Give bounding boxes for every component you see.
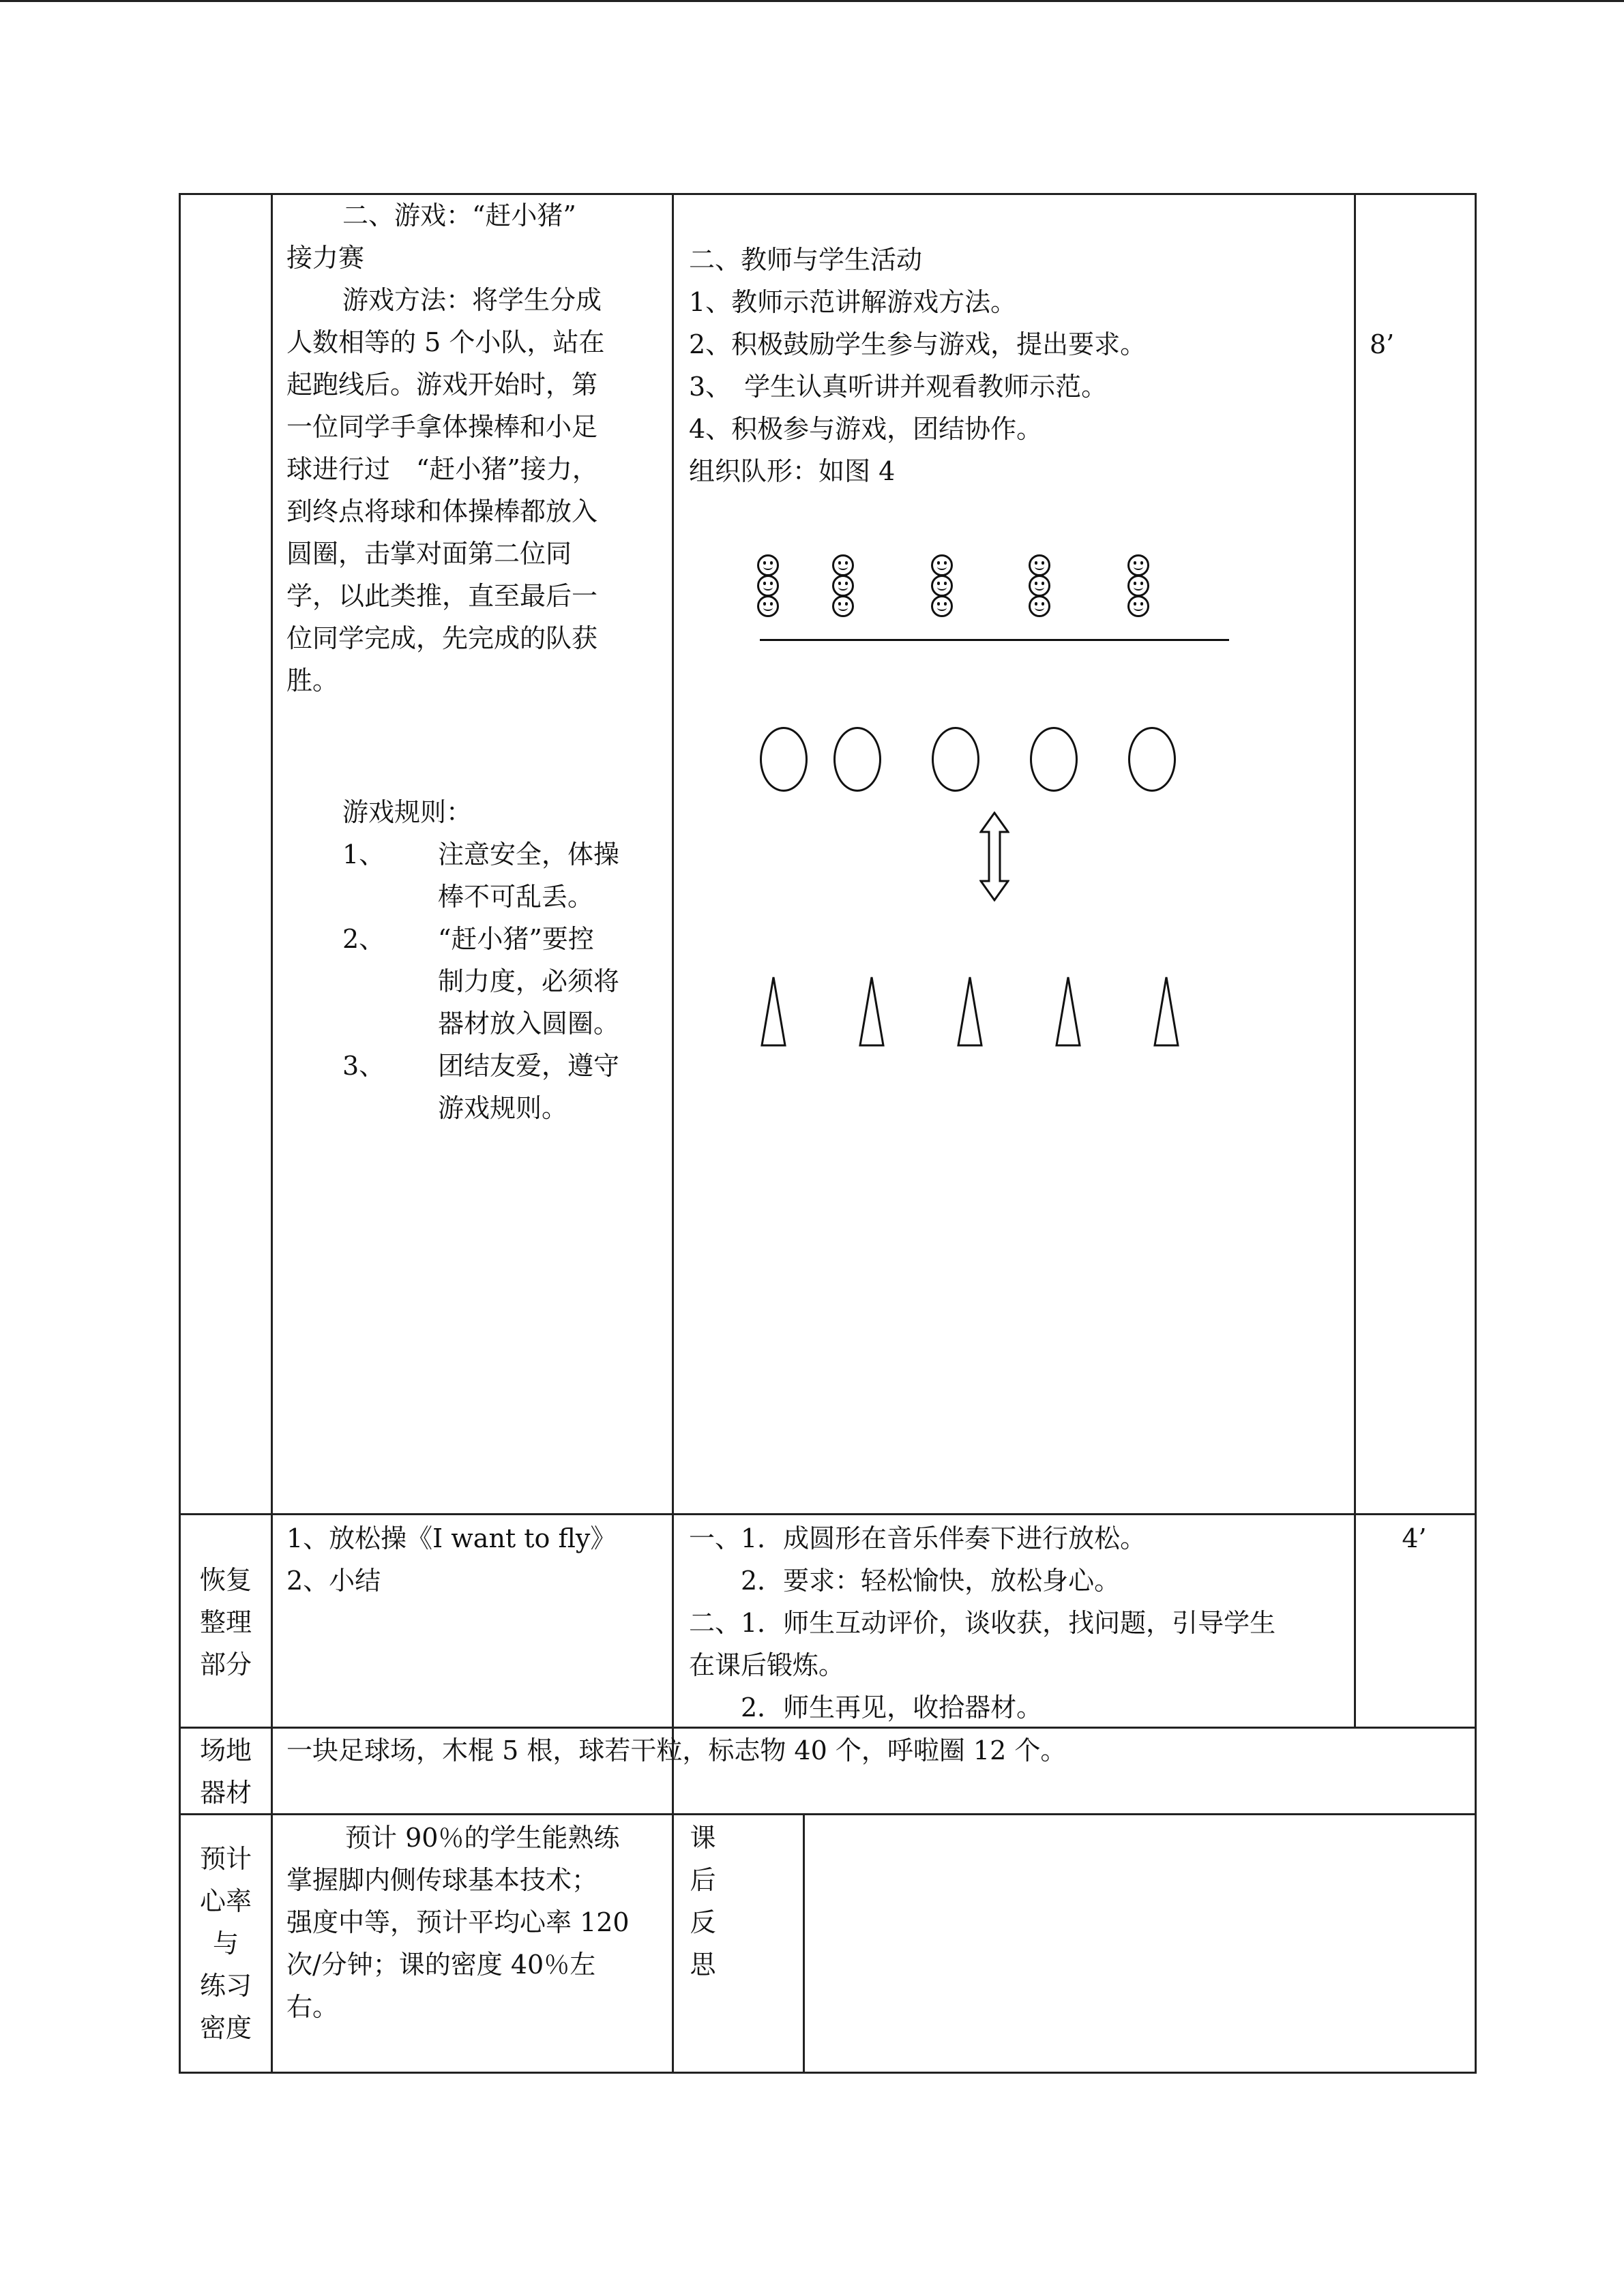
rule-number: 2、 [342,924,385,954]
reflection-label: 课 [690,1823,716,1853]
game-method-line: 游戏方法：将学生分成 [342,285,602,315]
rules-title: 游戏规则： [342,797,473,827]
cone-icon [760,975,787,1047]
game-method-line: 到终点将球和体操棒都放入 [286,496,598,526]
smiley-face-icon [1127,575,1149,597]
team-column [757,554,784,623]
rule-text: 注意安全，体操 [438,839,620,869]
recovery-content-line: 1、放松操《I want to fly》 [286,1523,617,1553]
col-divider-content [672,193,674,2072]
col-divider-label [271,193,273,2072]
team-column [931,554,958,623]
recovery-label: 部分 [199,1650,252,1680]
recovery-activity-line: 2．要求：轻松愉快，放松身心。 [689,1566,1121,1596]
game-time: 8’ [1370,329,1395,359]
rule-text: 制力度，必须将 [438,966,620,996]
hoop-ring [932,727,979,792]
team-column [1029,554,1056,623]
cone-icon [956,975,984,1047]
estimate-label: 心率 [199,1886,252,1916]
rule-text: “赶小猪”要控 [438,924,594,954]
game-method-line: 位同学完成，先完成的队获 [286,623,598,653]
venue-equipment-text: 一块足球场，木棍 5 根，球若干粒，标志物 40 个，呼啦圈 12 个。 [286,1735,1067,1765]
rule-text: 棒不可乱丢。 [438,882,594,912]
smiley-face-icon [832,575,854,597]
reflection-label: 思 [690,1950,716,1980]
smiley-face-icon [931,595,953,617]
smiley-face-icon [757,554,779,576]
team-column [1127,554,1155,623]
recovery-activity-line: 在课后锻炼。 [689,1650,845,1680]
recovery-label: 恢复 [199,1565,252,1595]
smiley-face-icon [832,595,854,617]
estimate-text-line: 预计 90％的学生能熟练 [345,1823,620,1853]
game-method-line: 胜。 [286,666,339,696]
estimate-label: 密度 [199,2013,252,2043]
recovery-time: 4’ [1402,1523,1427,1553]
row-divider-estimate [179,1813,1475,1815]
estimate-text-line: 次/分钟；课的密度 40％左 [286,1950,596,1980]
col-divider-time [1354,193,1356,1729]
game-method-line: 人数相等的 5 个小队，站在 [286,327,605,357]
estimate-text-line: 强度中等，预计平均心率 120 [286,1907,630,1937]
game-method-line: 学，以此类推，直至最后一 [286,581,598,611]
smiley-face-icon [1029,575,1050,597]
formation-diagram [750,546,1241,1064]
double-arrow-icon [979,811,1009,901]
formation-caption: 组织队形：如图 4 [689,456,896,486]
rule-number: 3、 [342,1051,385,1081]
cone-icon [1054,975,1082,1047]
cone-icon [1153,975,1180,1047]
game-title: 二、游戏：“赶小猪” [342,200,576,230]
cone-icon [858,975,885,1047]
team-column [832,554,859,623]
game-title-cont: 接力赛 [286,243,365,273]
smiley-face-icon [1029,595,1050,617]
game-method-line: 圆圈，击掌对面第二位同 [286,539,572,569]
recovery-activity-line: 二、1．师生互动评价，谈收获，找问题，引导学生 [689,1608,1276,1638]
smiley-face-icon [931,575,953,597]
start-line [760,639,1229,641]
smiley-face-icon [832,554,854,576]
game-method-line: 球进行过 “赶小猪”接力， [286,454,598,484]
hoop-ring [1128,727,1176,792]
activity-heading: 二、教师与学生活动 [689,245,923,275]
recovery-content-line: 2、小结 [286,1566,381,1596]
activity-line: 4、积极参与游戏，团结协作。 [689,414,1043,444]
game-method-line: 起跑线后。游戏开始时，第 [286,370,598,400]
rule-text: 团结友爱，遵守 [438,1051,620,1081]
recovery-activity-line: 一、1．成圆形在音乐伴奏下进行放松。 [689,1523,1147,1553]
venue-label: 器材 [199,1778,252,1808]
smiley-face-icon [1127,595,1149,617]
recovery-label: 整理 [199,1607,252,1637]
estimate-label: 与 [212,1928,239,1958]
estimate-label: 练习 [199,1971,252,2001]
smiley-face-icon [1127,554,1149,576]
reflection-label: 反 [690,1907,716,1937]
smiley-face-icon [757,575,779,597]
activity-line: 2、积极鼓励学生参与游戏，提出要求。 [689,329,1147,359]
page-top-border [0,0,1624,2]
row-divider-recovery [179,1513,1475,1515]
smiley-face-icon [757,595,779,617]
activity-line: 1、教师示范讲解游戏方法。 [689,287,1017,317]
game-method-line: 一位同学手拿体操棒和小足 [286,412,598,442]
col-divider-reflection [803,1815,805,2072]
activity-line: 3、 学生认真听讲并观看教师示范。 [689,372,1108,402]
hoop-ring [1030,727,1078,792]
rule-text: 器材放入圆圈。 [438,1009,620,1039]
smiley-face-icon [931,554,953,576]
rule-text: 游戏规则。 [438,1093,568,1123]
estimate-text-line: 右。 [286,1992,339,2022]
smiley-face-icon [1029,554,1050,576]
reflection-label: 后 [690,1865,716,1895]
estimate-text-line: 掌握脚内侧传球基本技术； [286,1865,598,1895]
estimate-label: 预计 [199,1844,252,1874]
rule-number: 1、 [342,839,385,869]
hoop-ring [833,727,881,792]
hoop-ring [760,727,808,792]
recovery-activity-line: 2．师生再见，收拾器材。 [689,1693,1043,1723]
venue-label: 场地 [199,1735,252,1765]
